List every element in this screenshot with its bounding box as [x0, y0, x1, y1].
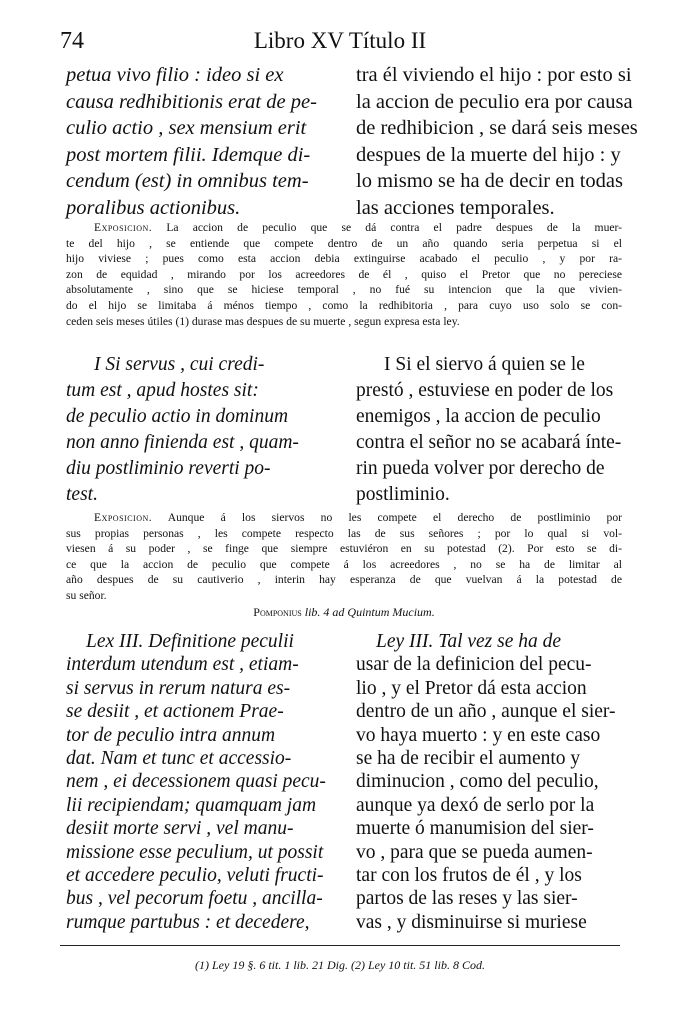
- expo-line: año despues de su cautiverio , interin hay esperanza de que vuelvan á la potestad de: [66, 573, 622, 587]
- expo-line: Exposicion. La accion de peculio que se dá contra el padre despues de la muer-: [94, 221, 622, 234]
- spanish-line: Ley III. Tal vez se ha de: [376, 631, 562, 652]
- latin-line: et accedere peculio, veluti fructi-: [66, 865, 324, 887]
- spanish-line: de redhibicion , se dará seis meses: [356, 117, 638, 139]
- latin-line: desiit morte servi , vel manu-: [66, 818, 294, 840]
- spanish-line: contra el señor no se acabará ínte-: [356, 432, 622, 453]
- footnote-divider: [60, 945, 620, 946]
- latin-line: causa redhibitionis erat de pe-: [66, 90, 317, 113]
- section-1: [66, 62, 638, 221]
- latin-line: I Si servus , cui credi-: [94, 354, 265, 375]
- expo-line: sus propias personas , les compete respecto las de sus señores ; por lo qual si vol-: [66, 526, 622, 540]
- latin-column: [66, 62, 338, 221]
- footnote: (1) Ley 19 §. 6 tit. 1 lib. 21 Dig. (2) Ley 10 tit. 51 lib. 8 Cod.: [195, 958, 485, 972]
- page-header: [60, 28, 620, 58]
- expo-line: hijo viviese ; pues como esta accion debia extinguirse acabado el peculio , y por ra-: [66, 252, 622, 266]
- spanish-line: despues de la muerte del hijo : y: [356, 143, 621, 166]
- latin-line: cendum (est) in omnibus tem-: [66, 170, 309, 192]
- latin-line: diu postliminio reverti po-: [66, 458, 271, 479]
- expo-line: zon de equidad , mirando por los acreedores de él , quiso el Pretor que no pereciese: [66, 267, 622, 281]
- expo-heading: Exposicion.: [94, 511, 153, 524]
- latin-line: dat. Nam et tunc et accessio-: [66, 748, 292, 770]
- spanish-line: muerte ó manumision del sier-: [356, 818, 594, 840]
- section-2: [66, 352, 622, 508]
- spanish-line: diminucion , como del peculio,: [356, 771, 599, 793]
- latin-line: culio actio , sex mensium erit: [66, 117, 307, 139]
- exposicion-1: [66, 220, 622, 329]
- spanish-line: la accion de peculio era por causa: [356, 90, 633, 113]
- section-3: [66, 630, 622, 934]
- spanish-column: [356, 630, 622, 934]
- spanish-line: lio , y el Pretor dá esta accion: [356, 677, 587, 699]
- latin-line: bus , vel pecorum foetu , ancilla-: [66, 888, 323, 910]
- latin-line: rumque partubus : et decedere,: [66, 911, 310, 933]
- running-title: Libro XV Título II: [253, 28, 427, 53]
- latin-line: non anno finienda est , quam-: [66, 432, 299, 453]
- latin-column: [66, 630, 338, 934]
- spanish-line: tra él viviendo el hijo : por esto si: [356, 64, 632, 86]
- expo-line: do el hijo se limitaba á ménos tiempo , como la redhibitoria , para cuyo uso solo se con-: [66, 298, 622, 312]
- expo-line: te del hijo , se entiende que compete dentro de un año quando seria perpetua si el: [66, 236, 622, 250]
- spanish-line: lo mismo se ha de decir en todas: [356, 170, 624, 192]
- latin-line: poralibus actionibus.: [66, 196, 241, 219]
- latin-line: se desiit , et actionem Prae-: [66, 701, 284, 723]
- latin-line: Lex III. Definitione peculii: [86, 631, 294, 652]
- expo-line: ceden seis meses útiles (1) durase mas despues de su muerte , segun expresa esta ley.: [66, 314, 460, 328]
- citation-author: Pomponius: [253, 605, 302, 619]
- spanish-line: tar con los frutos de él , y los: [356, 865, 582, 887]
- latin-line: petua vivo filio : ideo si ex: [66, 64, 284, 86]
- latin-line: nem , ei decessionem quasi pecu-: [66, 771, 326, 793]
- spanish-line: vo haya muerto : y en este caso: [356, 724, 601, 746]
- spanish-line: enemigos , la accion de peculio: [356, 406, 601, 427]
- expo-line: viesen á su poder , se finge que siempre estuviéron en su potestad (2). Por esto se di-: [66, 542, 622, 556]
- expo-line: su señor.: [66, 588, 107, 602]
- spanish-line: partos de las reses y las sier-: [356, 888, 578, 910]
- spanish-line: vas , y disminuirse si muriese: [356, 911, 587, 933]
- spanish-line: vo , para que se pueda aumen-: [356, 841, 593, 863]
- spanish-line: prestó , estuviese en poder de los: [356, 380, 614, 401]
- spanish-line: usar de la definicion del pecu-: [356, 654, 592, 676]
- source-citation: [66, 605, 622, 620]
- expo-line: ce que la accion de peculio que compete á los acreedores , no se ha de limitar al: [66, 557, 622, 571]
- latin-line: de peculio actio in dominum: [66, 406, 289, 427]
- spanish-line: dentro de un año , aunque el sier-: [356, 701, 616, 723]
- latin-line: si servus in rerum natura es-: [66, 677, 291, 699]
- expo-heading: Exposicion.: [94, 221, 153, 234]
- latin-column: [66, 352, 338, 508]
- spanish-line: aunque ya dexó de serlo por la: [356, 794, 595, 816]
- spanish-column: [356, 62, 638, 221]
- latin-line: tum est , apud hostes sit:: [66, 380, 259, 401]
- latin-line: missione esse peculium, ut possit: [66, 841, 324, 863]
- spanish-line: las acciones temporales.: [356, 196, 555, 219]
- spanish-line: postliminio.: [356, 484, 450, 505]
- latin-line: interdum utendum est , etiam-: [66, 654, 299, 676]
- expo-line: Exposicion. Aunque á los siervos no les compete el derecho de postliminio por: [94, 511, 622, 524]
- spanish-line: se ha de recibir el aumento y: [356, 748, 581, 770]
- exposicion-2: [66, 510, 622, 604]
- expo-line: absolutamente , sino que se hiciese temporal , no fué su intencion que la que vivien-: [66, 283, 622, 297]
- latin-line: post mortem filii. Idemque di-: [66, 143, 311, 166]
- spanish-line: I Si el siervo á quien se le: [384, 354, 585, 375]
- latin-line: test.: [66, 484, 98, 505]
- latin-line: lii recipiendam; quamquam jam: [66, 794, 317, 816]
- latin-line: tor de peculio intra annum: [66, 724, 276, 746]
- citation-source: lib. 4 ad Quintum Mucium.: [301, 605, 435, 619]
- spanish-column: [356, 352, 622, 508]
- page-number: 74: [60, 28, 84, 54]
- spanish-line: rin pueda volver por derecho de: [356, 458, 605, 479]
